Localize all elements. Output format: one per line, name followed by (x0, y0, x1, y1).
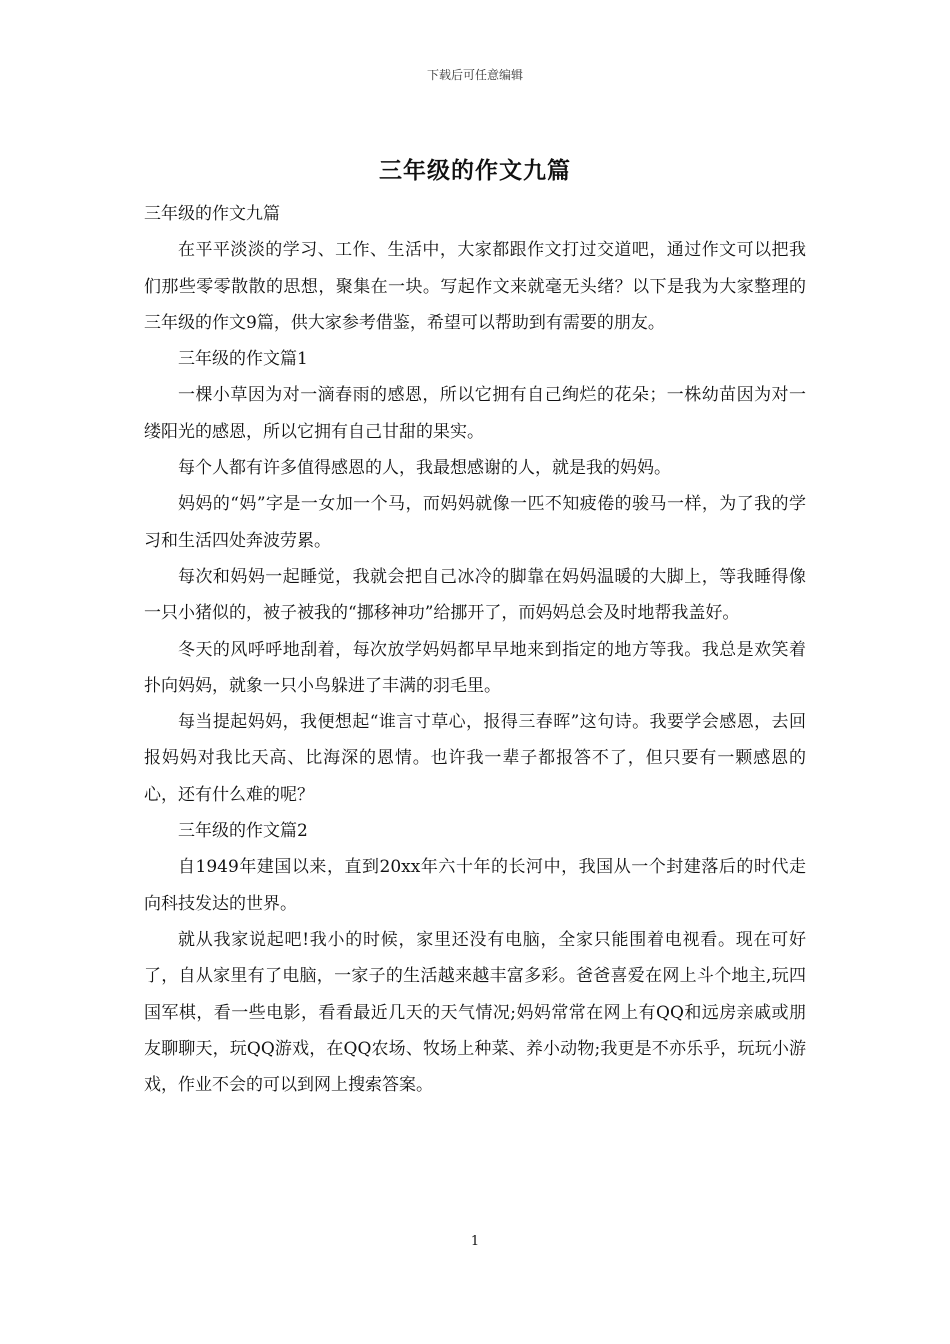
paragraph: 妈妈的“妈”字是一女加一个马，而妈妈就像一匹不知疲倦的骏马一样，为了我的学习和生活四处奔波劳累。 (144, 494, 806, 551)
page-number: 1 (470, 1234, 480, 1249)
paragraph: 每当提起妈妈，我便想起“谁言寸草心，报得三春晖”这句诗。我要学会感恩，去回报妈妈对我比天高、比海深的恩情。也许我一辈子都报答不了，但只要有一颗感恩的心，还有什么难的呢？ (144, 712, 806, 805)
paragraph: 每个人都有许多值得感恩的人，我最想感谢的人，就是我的妈妈。 (178, 458, 671, 479)
paragraph: 自1949年建国以来，直到20xx年六十年的长河中，我国从一个封建落后的时代走向科技发达的世界。 (144, 857, 806, 914)
paragraph: 就从我家说起吧!我小的时候，家里还没有电脑，全家只能围着电视看。现在可好了，自从家里有了电脑，一家子的生活越来越丰富多彩。爸爸喜爱在网上斗个地主,玩四国军棋，看一些电影，看看最近几天的天气情况;妈妈常常在网上有QQ和远房亲戚或朋友聊聊天，玩QQ游戏，在QQ农场、牧场上种菜、养小动物;我更是不亦乐乎，玩玩小游戏，作业不会的可以到网上搜索答案。 (144, 929, 806, 1096)
paragraph: 冬天的风呼呼地刮着，每次放学妈妈都早早地来到指定的地方等我。我总是欢笑着扑向妈妈，就象一只小鸟躲进了丰满的羽毛里。 (144, 639, 806, 696)
document-title: 三年级的作文九篇 (379, 158, 571, 184)
subtitle-line: 三年级的作文九篇 (144, 204, 280, 224)
section-heading-2: 三年级的作文篇2 (178, 821, 308, 842)
paragraph: 每次和妈妈一起睡觉，我就会把自己冰冷的脚靠在妈妈温暖的大脚上，等我睡得像一只小猪似的，被子被我的“挪移神功”给挪开了，而妈妈总会及时地帮我盖好。 (144, 566, 806, 624)
section-heading-1: 三年级的作文篇1 (178, 349, 308, 370)
intro-paragraph: 在平平淡淡的学习、工作、生活中，大家都跟作文打过交道吧，通过作文可以把我们那些零零散散的思想，聚集在一块。写起作文来就毫无头绪？以下是我为大家整理的三年级的作文9篇，供大家参考借鉴，希望可以帮助到有需要的朋友。 (144, 240, 806, 333)
paragraph: 一棵小草因为对一滴春雨的感恩，所以它拥有自己绚烂的花朵；一株幼苗因为对一缕阳光的感恩，所以它拥有自己甘甜的果实。 (144, 385, 806, 442)
header-note: 下载后可任意编辑 (426, 68, 523, 82)
document-body (144, 196, 806, 1103)
